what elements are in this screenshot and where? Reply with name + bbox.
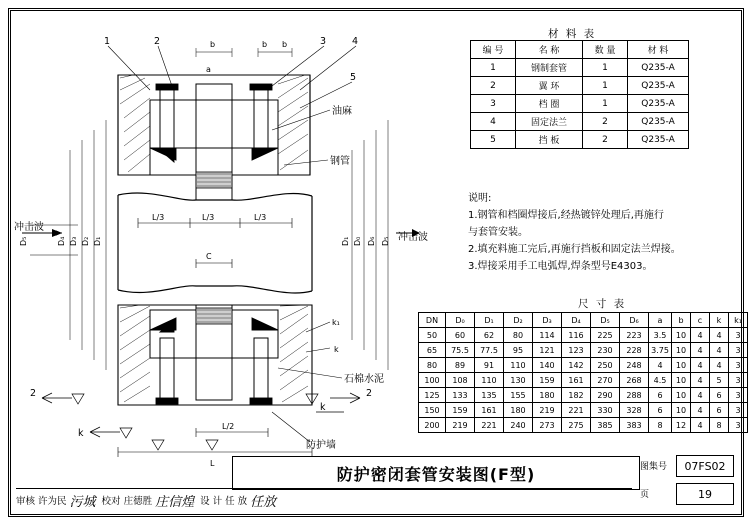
mat-cell: 1 — [583, 95, 628, 113]
dim-d2: D₂ — [81, 236, 90, 246]
sign-mark-check: 庄信煌 — [155, 494, 195, 510]
page-value: 19 — [676, 483, 734, 505]
dim-cell: 230 — [591, 343, 620, 358]
dim-cell: 135 — [475, 388, 504, 403]
callout-1: 1 — [104, 36, 111, 47]
dim-cell: 91 — [475, 358, 504, 373]
dim-cell: 130 — [504, 373, 533, 388]
table-row — [471, 77, 689, 95]
section-mark-k-right: k — [320, 402, 326, 413]
sign-label-review: 审核 — [16, 496, 36, 507]
note-line: 2.填充料施工完后,再施行挡板和固定法兰焊接。 — [468, 244, 681, 255]
dim-cell: 225 — [591, 328, 620, 343]
mat-header-0: 编 号 — [471, 41, 516, 59]
table-row — [471, 113, 689, 131]
dim-cell: 3.5 — [649, 328, 672, 343]
dim-cell: 180 — [533, 388, 562, 403]
sign-label-design: 设 计 — [200, 496, 223, 507]
dim-header: DN — [419, 313, 446, 328]
mat-cell: 挡 板 — [516, 131, 583, 149]
dim-cell: 10 — [672, 373, 691, 388]
dimension-table — [418, 312, 748, 433]
dim-header: D₄ — [562, 313, 591, 328]
dim-cell: 10 — [672, 358, 691, 373]
dim-cell: 150 — [419, 403, 446, 418]
signature-review — [16, 491, 102, 510]
note-line: 与套管安装。 — [468, 227, 528, 238]
dim-l: L — [210, 459, 215, 468]
dim-cell: 4 — [691, 388, 710, 403]
sheet-title: 防护密闭套管安装图(F型) — [336, 464, 536, 484]
dim-l3-c: L/3 — [254, 213, 267, 222]
dim-d6r: D₆ — [367, 236, 376, 246]
dim-cell: 8 — [649, 418, 672, 433]
dim-cell: 275 — [562, 418, 591, 433]
dim-cell: 4 — [649, 358, 672, 373]
label-asbestos-cement: 石棉水泥 — [344, 374, 384, 385]
dim-l3-b: L/3 — [202, 213, 215, 222]
table-row — [419, 418, 748, 433]
label-impact-right: 冲击波 — [398, 232, 428, 243]
dim-cell: 4 — [710, 343, 729, 358]
dim-d5r: D₅ — [381, 236, 390, 246]
material-table-title: 材 料 表 — [548, 28, 597, 40]
table-row — [419, 403, 748, 418]
dim-cell: 288 — [620, 388, 649, 403]
dim-cell: 95 — [504, 343, 533, 358]
dim-d1: D₁ — [93, 236, 102, 246]
dim-d4: D₄ — [57, 236, 66, 246]
mat-cell: 档 圈 — [516, 95, 583, 113]
dim-cell: 4 — [710, 358, 729, 373]
dim-cell: 182 — [562, 388, 591, 403]
mat-cell: 钢制套管 — [516, 59, 583, 77]
mat-cell: Q235-A — [628, 131, 689, 149]
dim-header: c — [691, 313, 710, 328]
dim-cell: 100 — [419, 373, 446, 388]
mat-cell: 1 — [583, 77, 628, 95]
dim-cell: 3 — [729, 403, 748, 418]
sign-name-review: 许为民 — [38, 496, 67, 507]
dim-cell: 240 — [504, 418, 533, 433]
sign-label-check: 校对 — [101, 496, 121, 507]
dim-cell: 62 — [475, 328, 504, 343]
sign-mark-review: 污城 — [69, 494, 96, 510]
drawing-no-value: 07FS02 — [676, 455, 734, 477]
mat-cell: Q235-A — [628, 77, 689, 95]
mat-cell: 4 — [471, 113, 516, 131]
dim-l3-a: L/3 — [152, 213, 165, 222]
dim-cell: 10 — [672, 343, 691, 358]
dim-b-1: b — [210, 40, 216, 49]
dim-cell: 110 — [504, 358, 533, 373]
page-label: 页 — [640, 490, 650, 500]
dim-header: b — [672, 313, 691, 328]
dim-cell: 50 — [419, 328, 446, 343]
dim-cell: 4 — [710, 328, 729, 343]
callout-2: 2 — [154, 36, 161, 47]
dim-d3: D₃ — [69, 236, 78, 246]
dim-cell: 3 — [729, 358, 748, 373]
note-line: 3.焊接采用手工电弧焊,焊条型号E4303。 — [468, 261, 653, 272]
material-table — [470, 40, 689, 149]
dim-cell: 123 — [562, 343, 591, 358]
dim-cell: 10 — [672, 328, 691, 343]
dim-cell: 270 — [591, 373, 620, 388]
dim-cell: 6 — [649, 388, 672, 403]
dim-cell: 6 — [710, 388, 729, 403]
mat-header-3: 材 料 — [628, 41, 689, 59]
dim-b-2: b — [262, 40, 268, 49]
dim-cell: 219 — [446, 418, 475, 433]
notes-title: 说明: — [468, 193, 492, 204]
label-oil-hemp: 油麻 — [332, 106, 352, 117]
dim-cell: 125 — [419, 388, 446, 403]
dim-cell: 161 — [475, 403, 504, 418]
drawing-no-label: 图集号 — [640, 462, 668, 472]
mat-cell: 固定法兰 — [516, 113, 583, 131]
mat-cell: Q235-A — [628, 59, 689, 77]
section-mark-k-left: k — [78, 428, 84, 439]
dim-cell: 4 — [691, 328, 710, 343]
callout-5: 5 — [350, 72, 357, 83]
callout-3: 3 — [320, 36, 327, 47]
table-header-row — [419, 313, 748, 328]
dim-cell: 8 — [710, 418, 729, 433]
dim-cell: 385 — [591, 418, 620, 433]
dim-cell: 10 — [672, 403, 691, 418]
dim-cell: 5 — [710, 373, 729, 388]
dim-cell: 3 — [729, 388, 748, 403]
sign-name-check: 庄德胜 — [123, 496, 153, 507]
dim-header: D₅ — [591, 313, 620, 328]
dim-cell: 330 — [591, 403, 620, 418]
mat-header-2: 数 量 — [583, 41, 628, 59]
dim-cell: 221 — [475, 418, 504, 433]
dim-cell: 273 — [533, 418, 562, 433]
dim-c: C — [206, 252, 212, 261]
table-row — [419, 358, 748, 373]
mat-cell: Q235-A — [628, 113, 689, 131]
dim-cell: 3 — [729, 418, 748, 433]
dim-cell: 116 — [562, 328, 591, 343]
section-mark-2-right: 2 — [366, 388, 373, 399]
mat-header-1: 名 称 — [516, 41, 583, 59]
sign-mark-design: 任放 — [250, 494, 277, 510]
label-impact-left: 冲击波 — [14, 222, 44, 233]
table-row — [419, 388, 748, 403]
dim-header: k₁ — [729, 313, 748, 328]
mat-cell: 翼 环 — [516, 77, 583, 95]
dim-cell: 159 — [533, 373, 562, 388]
signature-check — [102, 491, 201, 510]
signature-design — [200, 491, 282, 510]
title-block — [232, 456, 640, 490]
dim-d5: D₅ — [19, 236, 28, 246]
dim-header: D₂ — [504, 313, 533, 328]
dim-cell: 75.5 — [446, 343, 475, 358]
dim-cell: 4.5 — [649, 373, 672, 388]
dim-cell: 60 — [446, 328, 475, 343]
dim-cell: 142 — [562, 358, 591, 373]
mat-cell: 2 — [583, 113, 628, 131]
table-row — [471, 131, 689, 149]
dim-cell: 250 — [591, 358, 620, 373]
dim-cell: 121 — [533, 343, 562, 358]
mat-cell: Q235-A — [628, 95, 689, 113]
mat-cell: 2 — [583, 131, 628, 149]
dim-cell: 77.5 — [475, 343, 504, 358]
section-mark-2-left: 2 — [30, 388, 37, 399]
dimension-table-title: 尺 寸 表 — [578, 298, 627, 310]
dim-header: k — [710, 313, 729, 328]
table-row — [471, 95, 689, 113]
mat-cell: 5 — [471, 131, 516, 149]
dim-d0r: D₀ — [353, 236, 362, 246]
dim-cell: 200 — [419, 418, 446, 433]
dim-cell: 223 — [620, 328, 649, 343]
note-line: 1.钢管和档圈焊接后,经热镀锌处理后,再施行 — [468, 210, 664, 221]
dim-cell: 248 — [620, 358, 649, 373]
dim-l2: L/2 — [222, 422, 235, 431]
label-steel-pipe: 钢管 — [330, 156, 350, 167]
dim-cell: 12 — [672, 418, 691, 433]
dim-cell: 219 — [533, 403, 562, 418]
dim-cell: 4 — [691, 343, 710, 358]
dim-cell: 114 — [533, 328, 562, 343]
table-row — [419, 373, 748, 388]
mat-cell: 2 — [471, 77, 516, 95]
callout-4: 4 — [352, 36, 359, 47]
dim-b-3: b — [282, 40, 288, 49]
dim-cell: 221 — [562, 403, 591, 418]
dim-cell: 133 — [446, 388, 475, 403]
dim-cell: 80 — [419, 358, 446, 373]
dim-cell: 10 — [672, 388, 691, 403]
dim-cell: 6 — [649, 403, 672, 418]
dim-header: D₃ — [533, 313, 562, 328]
dim-header: D₆ — [620, 313, 649, 328]
dim-cell: 3 — [729, 343, 748, 358]
notes-block — [468, 190, 730, 275]
dim-header: D₀ — [446, 313, 475, 328]
dim-cell: 6 — [710, 403, 729, 418]
dim-header: D₁ — [475, 313, 504, 328]
dim-cell: 4 — [691, 403, 710, 418]
dim-cell: 161 — [562, 373, 591, 388]
dim-cell: 4 — [691, 418, 710, 433]
dim-cell: 3 — [729, 373, 748, 388]
dim-cell: 228 — [620, 343, 649, 358]
label-protective-wall: 防护墙 — [306, 440, 336, 451]
dim-cell: 383 — [620, 418, 649, 433]
dim-a: a — [206, 65, 211, 74]
dim-d1r: D₁ — [341, 236, 350, 246]
mat-cell: 1 — [471, 59, 516, 77]
dim-header: a — [649, 313, 672, 328]
dim-k1: k₁ — [332, 318, 340, 327]
mat-cell: 1 — [583, 59, 628, 77]
table-row — [419, 343, 748, 358]
dim-cell: 3 — [729, 328, 748, 343]
table-row — [471, 59, 689, 77]
dim-cell: 89 — [446, 358, 475, 373]
dim-cell: 140 — [533, 358, 562, 373]
dim-cell: 290 — [591, 388, 620, 403]
mat-cell: 3 — [471, 95, 516, 113]
signature-row — [16, 488, 632, 511]
dim-k: k — [334, 345, 339, 354]
dim-cell: 80 — [504, 328, 533, 343]
dim-cell: 110 — [475, 373, 504, 388]
dim-cell: 268 — [620, 373, 649, 388]
dim-cell: 328 — [620, 403, 649, 418]
dim-cell: 155 — [504, 388, 533, 403]
dim-cell: 65 — [419, 343, 446, 358]
dim-cell: 4 — [691, 358, 710, 373]
dim-cell: 108 — [446, 373, 475, 388]
table-row — [419, 328, 748, 343]
sign-name-design: 任 放 — [225, 496, 248, 507]
dim-cell: 3.75 — [649, 343, 672, 358]
dim-cell: 180 — [504, 403, 533, 418]
dim-cell: 159 — [446, 403, 475, 418]
dim-cell: 4 — [691, 373, 710, 388]
